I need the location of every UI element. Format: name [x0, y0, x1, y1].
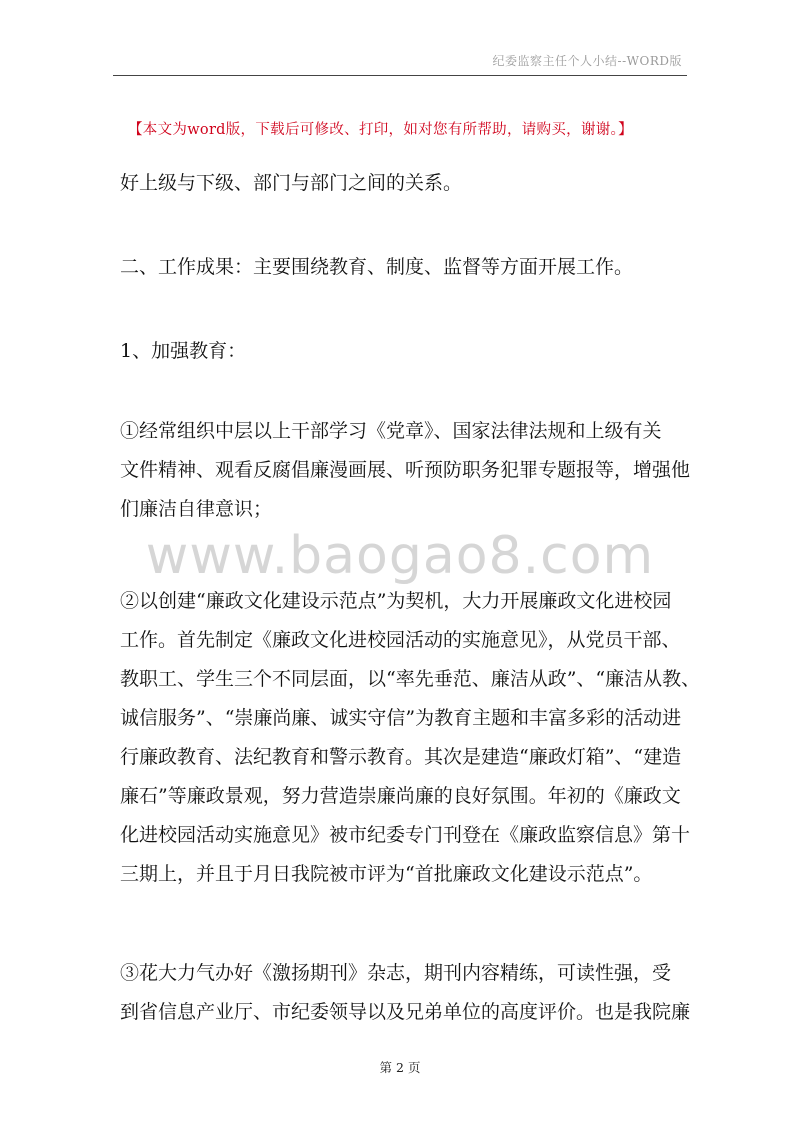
watermark: www.baogao8.com	[145, 526, 655, 586]
paragraph-line: ①经常组织中层以上干部学习《党章》、国家法律法规和上级有关	[120, 420, 662, 442]
paragraph-line: 行廉政教育、法纪教育和警示教育。其次是建造“廉政灯箱”、“建造	[120, 746, 682, 768]
paragraph-6	[120, 954, 691, 1032]
paragraph-line: 诚信服务”、“崇廉尚廉、诚实守信”为教育主题和丰富多彩的活动进	[120, 707, 682, 729]
paragraph-line: 文件精神、观看反腐倡廉漫画展、听预防职务犯罪专题报等，增强他	[120, 459, 691, 481]
paragraph-line: 二、工作成果：主要围绕教育、制度、监督等方面开展工作。	[120, 256, 634, 278]
download-notice: 【本文为word版，下载后可修改、打印，如对您有所帮助，请购买，谢谢。】	[128, 122, 633, 138]
paragraph-line: 化进校园活动实施意见》被市纪委专门刊登在《廉政监察信息》第十	[120, 824, 691, 846]
header-divider	[113, 75, 687, 76]
paragraph-1	[120, 164, 686, 203]
paragraph-4	[120, 412, 691, 529]
paragraph-2	[120, 248, 686, 287]
paragraph-line: ③花大力气办好《激扬期刊》杂志，期刊内容精练，可读性强，受	[120, 962, 672, 984]
paragraph-line: 教职工、学生三个不同层面，以“率先垂范、廉洁从政”、“廉洁从教、	[120, 668, 701, 690]
paragraph-3	[120, 332, 686, 371]
paragraph-line: 三期上，并且于月日我院被市评为“首批廉政文化建设示范点”。	[120, 863, 653, 885]
paragraph-line: 到省信息产业厅、市纪委领导以及兄弟单位的高度评价。也是我院廉	[120, 1001, 691, 1023]
paragraph-line: 廉石”等廉政景观，努力营造崇廉尚廉的良好氛围。年初的《廉政文	[120, 785, 681, 807]
paragraph-line: ②以创建“廉政文化建设示范点”为契机，大力开展廉政文化进校园	[120, 590, 672, 612]
running-header-title: 纪委监察主任个人小结--WORD版	[492, 54, 682, 68]
paragraph-line: 们廉洁自律意识；	[120, 498, 273, 520]
paragraph-line: 工作。首先制定《廉政文化进校园活动的实施意见》，从党员干部、	[120, 629, 681, 651]
paragraph-line: 好上级与下级、部门与部门之间的关系。	[120, 172, 463, 194]
page-number: 第 2 页	[379, 1060, 421, 1075]
paragraph-5	[120, 582, 701, 894]
paragraph-line: 1、加强教育：	[120, 340, 247, 362]
